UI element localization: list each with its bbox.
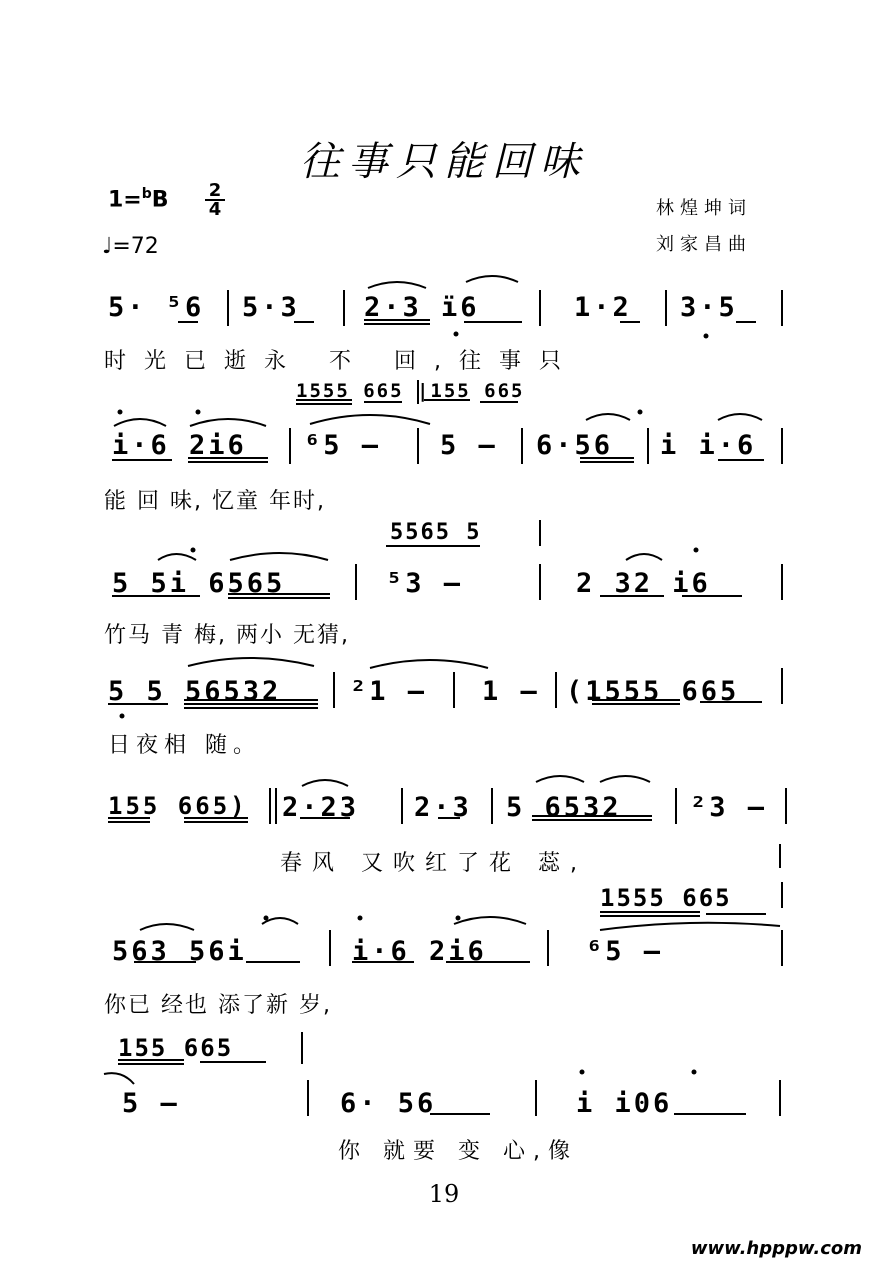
tie [190,419,266,426]
time-signature [205,182,225,218]
tie [310,415,430,424]
measure: i·6 2i6 [112,430,247,461]
website-watermark: www.hpppw.com [690,1238,862,1259]
lyric-line: 你已 经也 添了新 岁, [104,993,332,1018]
grace-notes: 5565 5 [390,520,482,545]
measure: i i06 [576,1088,673,1119]
measure: 5 – [440,430,498,461]
key-prefix: 1= [108,187,142,213]
measure: 1·2 [574,292,632,323]
time-bottom: 4 [205,199,225,218]
dot [196,410,201,415]
measure: 5 5i 6565 [112,568,286,599]
composer-credit: 刘家昌曲 [656,234,752,255]
measure: ²1 – [350,676,428,707]
dot [191,548,196,553]
key-signature [108,186,169,212]
time-top: 2 [208,180,222,201]
measure: ⁶5 – [304,430,382,461]
measure: 5·3 [242,292,300,323]
lyric-line: 你 就要 变 心,像 [338,1139,578,1164]
dot [638,410,643,415]
flat-sign: b [141,186,152,202]
song-title: 往事只能回味 [300,139,588,185]
lyric-line: 竹马 青 梅, 两小 无猜, [104,623,350,648]
dot [580,1070,585,1075]
lyric-line: 时光已逝永 不 回,往事只 [104,349,579,374]
key-note: B [151,187,169,213]
tie [600,776,650,782]
measure: 3·5 [680,292,738,323]
grace-notes: 1555 665 |155 665 [296,380,525,402]
dot [704,334,709,339]
tie [230,553,328,560]
measure: ²3 – [690,792,768,823]
page-number: 19 [428,1180,460,1208]
tie [626,554,662,560]
dot [264,916,269,921]
grace-notes: 1555 665 [600,884,732,912]
measure: 563 56i [112,936,247,967]
lyric-line: 日夜相 随。 [108,733,261,758]
measure: 2·3 [414,792,472,823]
tie [536,776,584,782]
lyricist-credit: 林煌坤词 [656,198,752,219]
lyric-line: 春风 又吹红了花 蕊, [280,851,587,876]
measure: 5 – [122,1088,180,1119]
tie [158,554,196,560]
grace-notes: 155 665 [118,1034,234,1062]
tie [188,658,314,666]
measure: (1555 665 [566,676,740,707]
lyric-line: 能 回 味, 忆童 年时, [104,489,326,514]
measure: i i·6 [660,430,757,461]
dot [118,410,123,415]
tie [114,419,166,426]
tie [302,780,348,786]
measure: ⁵3 – [386,568,464,599]
measure: 2·3 ï6 [364,292,480,323]
tempo-marking: ♩=72 [102,234,159,259]
tie [368,282,426,288]
dot [120,714,125,719]
tie [718,414,762,420]
tie [370,660,488,668]
measure: ⁶5 – [586,936,664,967]
measure: 155 665) [108,792,248,820]
tie [104,1073,134,1084]
dot [694,548,699,553]
measure: 1 – [482,676,540,707]
measure: i·6 2i6 [352,936,487,967]
tie [262,918,298,924]
dot [358,916,363,921]
tie [600,923,780,930]
dot [692,1070,697,1075]
measure: 6·56 [536,430,614,461]
measure: 5 5 56532 [108,676,282,707]
dot [454,332,459,337]
tie [454,917,526,924]
measure: 2 32 i6 [576,568,711,599]
tie [140,924,194,930]
tie [466,276,518,282]
measure: 6· 56 [340,1088,437,1119]
dot [456,916,461,921]
measure: 5· ⁵6 [108,292,205,323]
tie [586,414,630,420]
measure: 5 6532 [506,792,622,823]
measure: 2·23 [282,792,360,823]
